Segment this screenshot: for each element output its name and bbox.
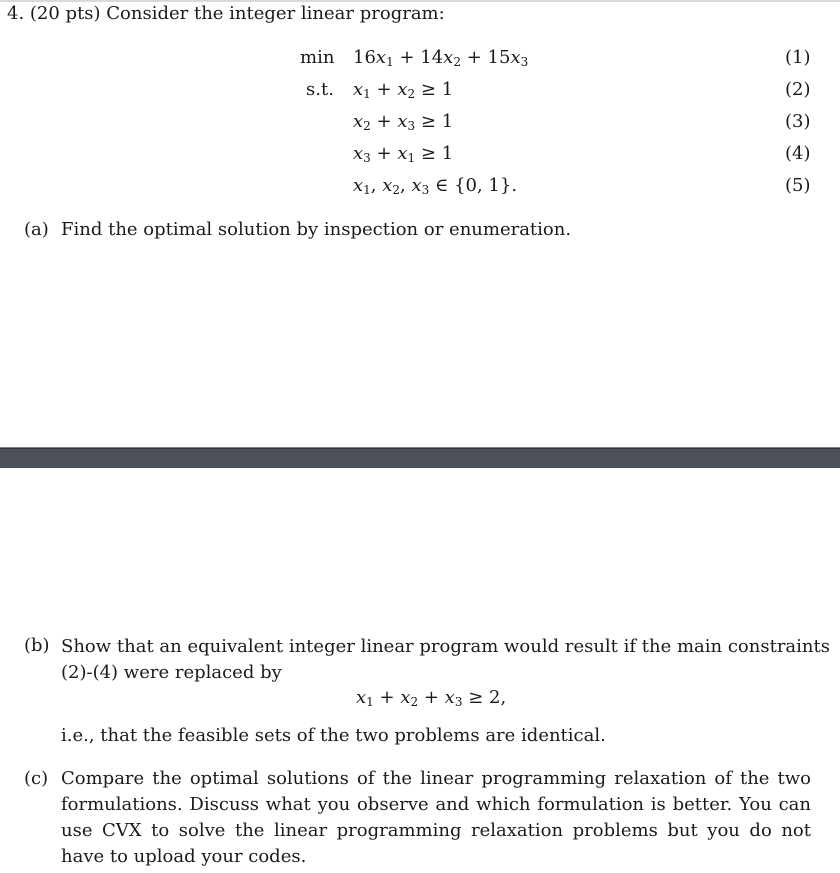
equation-number-4: (4) bbox=[785, 143, 811, 164]
equation-number-1: (1) bbox=[785, 47, 811, 68]
part-b-line-1: Show that an equivalent integer linear program would result if the main constraints bbox=[61, 636, 830, 657]
part-a-label: (a) bbox=[24, 219, 49, 240]
part-c-label: (c) bbox=[24, 768, 49, 789]
part-b-label: (b) bbox=[24, 635, 50, 656]
equation-number-5: (5) bbox=[785, 175, 811, 196]
part-b-equation: $x_1 + x_2 + x_3 \ge 2$, bbox=[356, 687, 507, 709]
constraint-2: $x_2 + x_3 \ge 1$ bbox=[353, 111, 454, 133]
objective-label: min bbox=[300, 47, 335, 68]
equation-number-3: (3) bbox=[785, 111, 811, 132]
part-c-text: Compare the optimal solutions of the linear programming relaxation of the two formulations. Discuss what you observe and which formulation is better. You can use CVX to solve the linear programming relaxation problems but you do not have to upload your codes. bbox=[61, 768, 811, 867]
problem-header: 4. (20 pts) Consider the integer linear program: bbox=[7, 3, 445, 24]
constraint-1: $x_1 + x_2 \ge 1$ bbox=[353, 79, 454, 101]
part-b-line-2: (2)-(4) were replaced by bbox=[61, 662, 282, 683]
objective-coef-3: 15 bbox=[487, 47, 511, 68]
objective-expression: $16x_1 + 14x_2 + 15x_3$ bbox=[353, 47, 529, 69]
domain-constraint: $x_1$, $x_2$, $x_3$ ∈ {0, 1}. bbox=[353, 175, 518, 197]
part-a-text: Find the optimal solution by inspection or enumeration. bbox=[61, 219, 572, 240]
equation-number-2: (2) bbox=[785, 79, 811, 100]
part-b-followup: i.e., that the feasible sets of the two problems are identical. bbox=[61, 725, 606, 746]
objective-coef-1: 16 bbox=[353, 47, 376, 68]
constraints-label: s.t. bbox=[306, 79, 334, 100]
objective-coef-2: 14 bbox=[420, 47, 444, 68]
constraint-3: $x_3 + x_1 \ge 1$ bbox=[353, 143, 454, 165]
page-divider-bar bbox=[0, 447, 840, 468]
